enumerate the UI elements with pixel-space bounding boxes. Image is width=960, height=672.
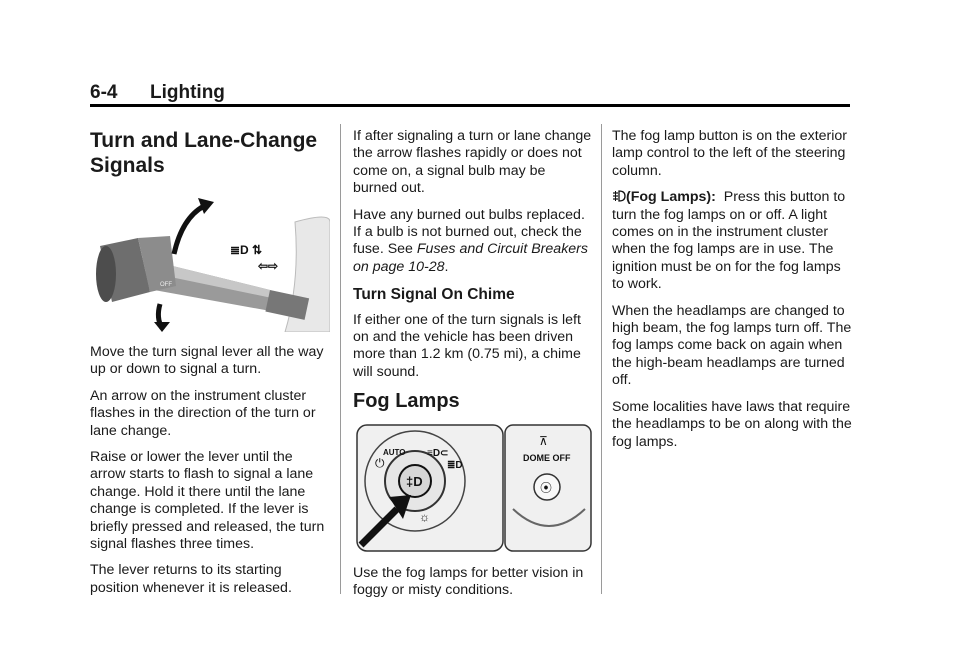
svg-text:☼: ☼	[419, 509, 430, 524]
heading-turn-signal-chime: Turn Signal On Chime	[353, 286, 515, 304]
section-title: Lighting	[150, 82, 225, 103]
turn-signal-lever-illustration	[90, 192, 330, 332]
page-header	[90, 82, 850, 104]
p2-end: .	[444, 258, 449, 275]
heading-turn-signals: Turn and Lane-Change Signals	[90, 129, 318, 177]
svg-text:≡D⊂: ≡D⊂	[427, 447, 449, 459]
fog-lamp-icon	[612, 189, 626, 203]
column-divider	[601, 124, 602, 594]
fog-lamp-control-illustration	[353, 423, 593, 553]
column-2	[353, 128, 593, 609]
col2-paragraph-2	[353, 207, 593, 277]
col3-paragraph-2	[612, 189, 852, 293]
heading-fog-lamps: Fog Lamps	[353, 390, 460, 413]
col2-paragraph-4: Use the fog lamps for better vision in foggy or misty conditions.	[353, 564, 584, 599]
col2-paragraph-1: If after signaling a turn or lane change the arrow flashes rapidly or does not come on, a signal bulb may be burned out.	[353, 128, 592, 197]
fog-lamps-label: (Fog Lamps):	[626, 189, 716, 206]
fuses-reference-link[interactable]: Fuses and Circuit Breakers on page 10-28	[353, 241, 588, 275]
col1-paragraph-3: Raise or lower the lever until the arrow starts to flash to signal a lane change. Hold it there until the lane change is completed. If the lever is briefly pressed and released, the turn signal flashes three times.	[90, 449, 325, 553]
column-1	[90, 128, 330, 606]
col1-paragraph-2: An arrow on the instrument cluster flashes in the direction of the turn or lane change.	[90, 387, 316, 439]
dome-off-label: DOME OFF	[523, 452, 571, 463]
header-rule	[90, 104, 850, 107]
column-divider	[340, 124, 341, 594]
svg-text:OFF: OFF	[160, 282, 172, 288]
auto-label: AUTO	[383, 447, 406, 457]
svg-text:‡D: ‡D	[406, 473, 423, 489]
col2-paragraph-3: If either one of the turn signals is left on and the vehicle has been driven more than 1.2 km (0.75 mi), a chime will sound.	[353, 311, 581, 380]
svg-text:⊼: ⊼	[539, 433, 548, 448]
svg-text:⏻: ⏻	[375, 455, 385, 470]
col3-paragraph-1: The fog lamp button is on the exterior lamp control to the left of the steering column.	[612, 128, 848, 179]
svg-text:⇦⇨: ⇦⇨	[258, 259, 279, 273]
col1-paragraph-1: Move the turn signal lever all the way up or down to signal a turn.	[90, 344, 324, 378]
column-3	[612, 128, 852, 460]
p2-text: Have any burned out bulbs replaced. If a bulb is not burned out, check the fuse. See	[353, 206, 585, 258]
page-number: 6-4	[90, 82, 118, 103]
col1-paragraph-4: The lever returns to its starting position whenever it is released.	[90, 562, 292, 596]
fog-lamps-description: Press this button to turn the fog lamps on or off. A light comes on in the instrument cluster when the fog lamps are in use. The ignition must be on for the fog lamps to work.	[612, 189, 846, 293]
svg-text:≣D ⇅: ≣D ⇅	[230, 243, 263, 257]
col3-paragraph-3: When the headlamps are changed to high beam, the fog lamps turn off. The fog lamps come back on again when the high-beam headlamps are turned off.	[612, 302, 852, 389]
svg-text:⦿: ⦿	[540, 480, 553, 495]
col3-paragraph-4: Some localities have laws that require the headlamps to be on along with the fog lamps.	[612, 398, 852, 450]
svg-text:≣D: ≣D	[447, 459, 463, 471]
